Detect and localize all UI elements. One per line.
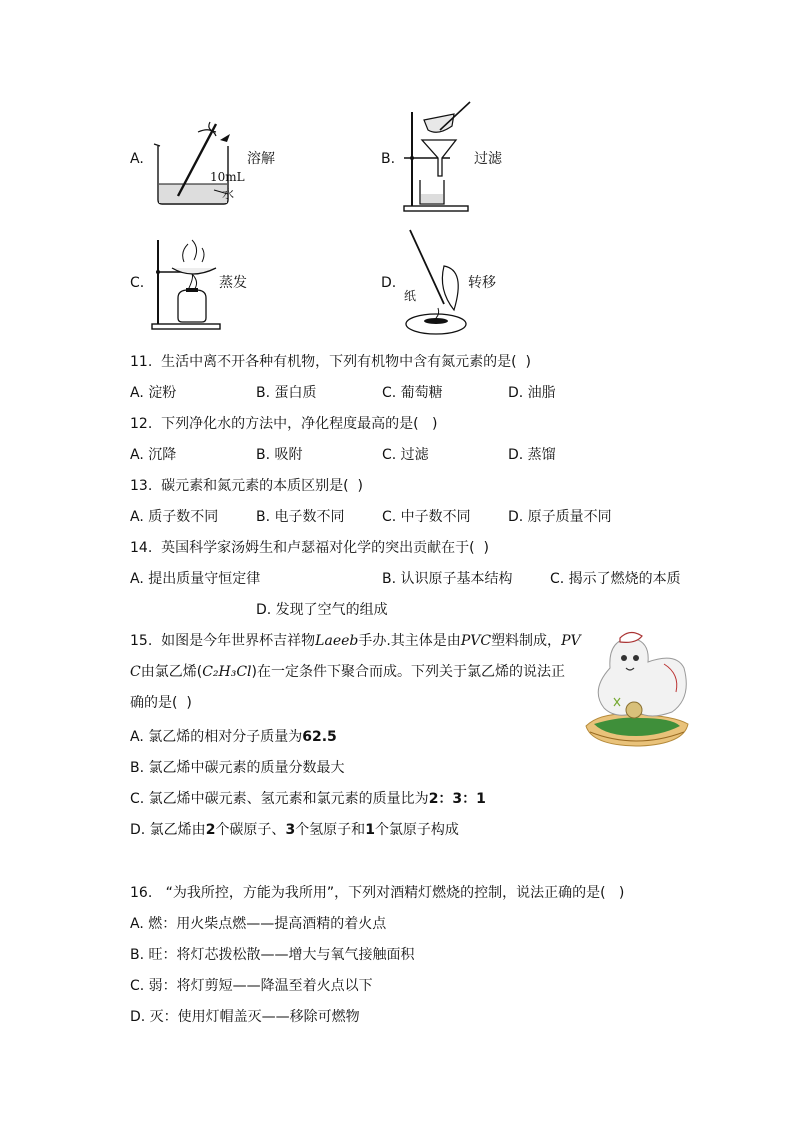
q12-option-d: D. 蒸馏: [508, 447, 556, 463]
question-15-line-3: 确的是( ): [130, 695, 192, 711]
transfer-figure: [398, 226, 478, 338]
option-d-label: 转移: [468, 275, 496, 291]
q13-option-a: A. 质子数不同: [130, 509, 219, 525]
q12-option-b: B. 吸附: [256, 447, 303, 463]
q14-option-d: D. 发现了空气的组成: [256, 602, 388, 618]
q12-option-a: A. 沉降: [130, 447, 177, 463]
option-a-label: 溶解: [247, 151, 275, 167]
laeeb-mascot-figurine-image: [580, 628, 692, 750]
question-16-stem: 16. “为我所控，方能为我所用”，下列对酒精灯燃烧的控制，说法正确的是( ): [130, 885, 625, 901]
q15-option-b: B. 氯乙烯中碳元素的质量分数最大: [130, 760, 345, 776]
q11-option-c: C. 葡萄糖: [382, 385, 443, 401]
question-15-line-1: 15. 如图是今年世界杯吉祥物Laeeb手办.其主体是由PVC塑料制成，PV: [130, 633, 581, 649]
q16-option-a: A. 燃：用火柴点燃——提高酒精的着火点: [130, 916, 387, 932]
q15-option-c: C. 氯乙烯中碳元素、氢元素和氯元素的质量比为2：3：1: [130, 791, 486, 807]
q16-option-d: D. 灭：使用灯帽盖灭——移除可燃物: [130, 1009, 360, 1025]
water-label: 水: [222, 187, 235, 201]
ten-ml-label: 10mL: [210, 170, 245, 184]
question-12-stem: 12. 下列净化水的方法中，净化程度最高的是( ): [130, 416, 438, 432]
option-b-letter: B.: [381, 151, 396, 167]
q16-option-c: C. 弱：将灯剪短——降温至着火点以下: [130, 978, 373, 994]
q11-option-d: D. 油脂: [508, 385, 556, 401]
paper-label: 纸: [404, 289, 417, 303]
filtration-figure: [398, 100, 478, 215]
dissolve-beaker-figure: [148, 110, 258, 210]
q12-option-c: C. 过滤: [382, 447, 429, 463]
q16-option-b: B. 旺：将灯芯拨松散——增大与氧气接触面积: [130, 947, 415, 963]
option-a-letter: A.: [130, 151, 144, 167]
option-d-letter: D.: [381, 275, 397, 291]
option-b-label: 过滤: [474, 151, 502, 167]
q13-option-c: C. 中子数不同: [382, 509, 471, 525]
option-c-letter: C.: [130, 275, 145, 291]
q15-option-a: A. 氯乙烯的相对分子质量为62.5: [130, 729, 337, 745]
question-13-stem: 13. 碳元素和氮元素的本质区别是( ): [130, 478, 363, 494]
q13-option-b: B. 电子数不同: [256, 509, 345, 525]
q13-option-d: D. 原子质量不同: [508, 509, 612, 525]
q14-option-b: B. 认识原子基本结构: [382, 571, 513, 587]
question-15-line-2: C由氯乙烯(C₂H₃Cl)在一定条件下聚合而成。下列关于氯乙烯的说法正: [130, 664, 565, 680]
q11-option-a: A. 淀粉: [130, 385, 177, 401]
q11-option-b: B. 蛋白质: [256, 385, 317, 401]
question-11-stem: 11. 生活中离不开各种有机物，下列有机物中含有氮元素的是( ): [130, 354, 531, 370]
q14-option-a: A. 提出质量守恒定律: [130, 571, 261, 587]
option-c-label: 蒸发: [219, 275, 247, 291]
q14-option-c: C. 揭示了燃烧的本质: [550, 571, 681, 587]
question-14-stem: 14. 英国科学家汤姆生和卢瑟福对化学的突出贡献在于( ): [130, 540, 489, 556]
q15-option-d: D. 氯乙烯由2个碳原子、3个氢原子和1个氯原子构成: [130, 822, 459, 838]
evaporation-figure: [148, 232, 228, 332]
